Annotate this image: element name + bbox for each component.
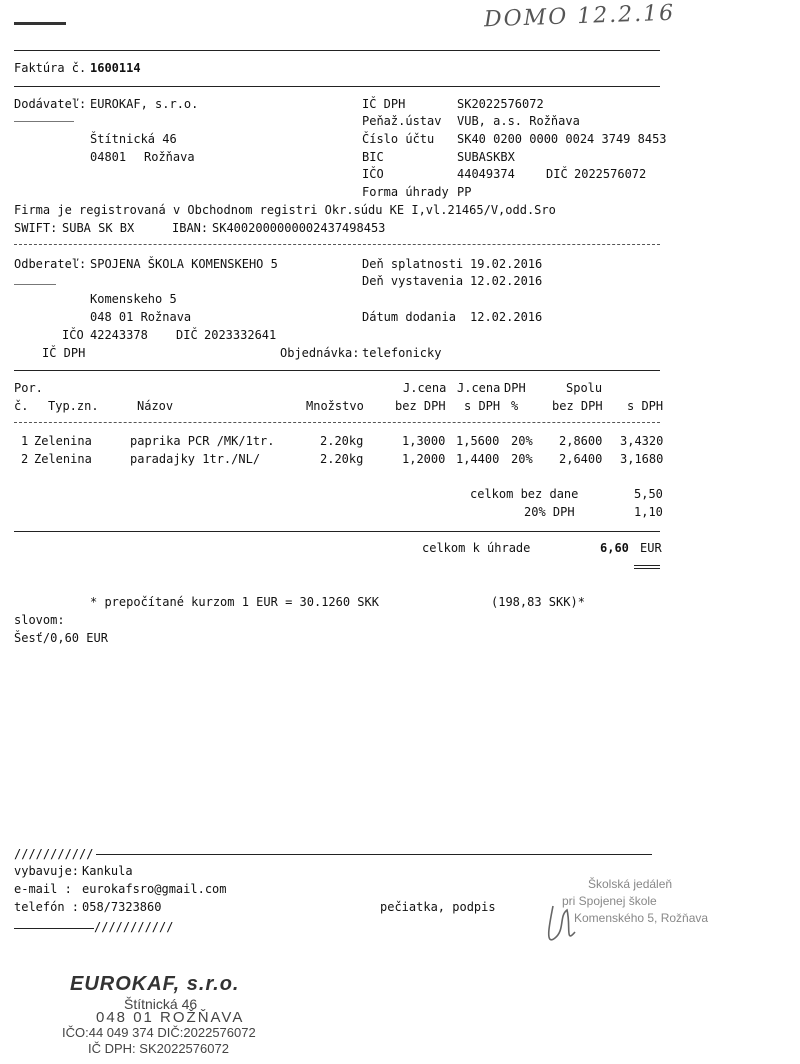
customer-ic-dph-label: IČ DPH bbox=[42, 346, 86, 360]
dic-label: DIČ bbox=[546, 167, 568, 181]
col-por: Por. bbox=[14, 381, 43, 395]
invoice-number: 1600114 bbox=[90, 61, 141, 75]
rule bbox=[96, 854, 652, 855]
row-total-vat: 3,4320 bbox=[620, 434, 664, 448]
col-spolu-bez: bez DPH bbox=[552, 399, 603, 413]
col-nazov: Názov bbox=[137, 399, 174, 413]
issued-by-value: Kankula bbox=[82, 864, 133, 878]
col-dph: DPH bbox=[504, 381, 526, 395]
stamp-company-name: EUROKAF, s.r.o. bbox=[70, 973, 240, 995]
order-label: Objednávka: bbox=[280, 346, 360, 360]
bank-value: VUB, a.s. Rožňava bbox=[457, 114, 580, 128]
customer-name: SPOJENA ŠKOLA KOMENSKEHO 5 bbox=[90, 257, 278, 271]
bank-label: Peňaž.ústav bbox=[362, 114, 442, 128]
supplier-name: EUROKAF, s.r.o. bbox=[90, 97, 199, 111]
col-spolu: Spolu bbox=[566, 381, 603, 395]
words-label: slovom: bbox=[14, 613, 65, 627]
net-total-value: 5,50 bbox=[634, 487, 663, 501]
supplier-street: Štítnická 46 bbox=[90, 132, 177, 146]
net-total-label: celkom bez dane bbox=[470, 487, 579, 501]
row-typ: Zelenina bbox=[34, 452, 92, 466]
issue-date-value: 12.02.2016 bbox=[470, 274, 543, 288]
col-jcena-bez: bez DPH bbox=[395, 399, 446, 413]
row-price: 1,3000 bbox=[402, 434, 446, 448]
customer-ico-value: 42243378 bbox=[90, 328, 148, 342]
rule bbox=[14, 244, 660, 245]
account-label: Číslo účtu bbox=[362, 132, 435, 146]
order-value: telefonicky bbox=[362, 346, 442, 360]
amount-due-value: 6,60 bbox=[600, 541, 629, 555]
phone-label: telefón : bbox=[14, 900, 80, 914]
bic-label: BIC bbox=[362, 150, 384, 164]
words-value: Šesť/0,60 EUR bbox=[14, 631, 108, 645]
col-dph-pct: % bbox=[511, 399, 519, 413]
issue-date-label: Deň vystavenia bbox=[362, 274, 464, 288]
account-value: SK40 0200 0000 0024 3749 8453 bbox=[457, 132, 667, 146]
stamp-city: 048 01 ROŽŇAVA bbox=[96, 1009, 245, 1026]
double-underline bbox=[634, 565, 660, 566]
col-jcena: J.cena bbox=[403, 381, 447, 395]
amount-due-currency: EUR bbox=[640, 541, 662, 555]
row-qty: 2.20kg bbox=[320, 434, 364, 448]
row-total: 2,8600 bbox=[559, 434, 603, 448]
ic-dph-label: IČ DPH bbox=[362, 97, 406, 111]
rule bbox=[14, 121, 74, 122]
customer-street: Komenskeho 5 bbox=[90, 292, 177, 306]
col-por-no: č. bbox=[14, 399, 29, 413]
amount-due-label: celkom k úhrade bbox=[422, 541, 531, 555]
registration-note: Firma je registrovaná v Obchodnom registri Okr.súdu KE I,vl.21465/V,odd.Sro bbox=[14, 203, 556, 217]
payment-value: PP bbox=[457, 185, 472, 199]
iban-label: IBAN: bbox=[172, 221, 209, 235]
supplier-city: Rožňava bbox=[144, 150, 195, 164]
exchange-rate-note: * prepočítané kurzom 1 EUR = 30.1260 SKK bbox=[90, 595, 379, 609]
stamp-street: Štítnická 46 bbox=[124, 996, 198, 1012]
email-label: e-mail : bbox=[14, 882, 72, 896]
scan-mark bbox=[14, 22, 66, 25]
row-price-vat: 1,4400 bbox=[456, 452, 500, 466]
footer-slashes: /////////// bbox=[14, 847, 94, 861]
supplier-label: Dodávateľ: bbox=[14, 97, 87, 111]
footer-slashes-bottom: /////////// bbox=[94, 920, 174, 934]
customer-dic-label: DIČ bbox=[176, 328, 198, 342]
swift-value: SUBA SK BX bbox=[62, 221, 135, 235]
rule bbox=[14, 928, 94, 929]
col-spolu-s: s DPH bbox=[627, 399, 664, 413]
delivery-date-value: 12.02.2016 bbox=[470, 310, 543, 324]
row-qty: 2.20kg bbox=[320, 452, 364, 466]
payment-label: Forma úhrady bbox=[362, 185, 449, 199]
col-typ: Typ.zn. bbox=[48, 399, 99, 413]
handwritten-note: DOMO 12.2.16 bbox=[483, 0, 676, 33]
rule bbox=[14, 531, 660, 532]
ico-label: IČO bbox=[362, 167, 384, 181]
customer-label: Odberateľ: bbox=[14, 257, 87, 271]
supplier-postcode: 04801 bbox=[90, 150, 127, 164]
vat-total-value: 1,10 bbox=[634, 505, 663, 519]
delivery-date-label: Dátum dodania bbox=[362, 310, 456, 324]
rule bbox=[14, 284, 56, 285]
row-total-vat: 3,1680 bbox=[620, 452, 664, 466]
col-jcena-s: J.cena bbox=[457, 381, 501, 395]
ic-dph-value: SK2022576072 bbox=[457, 97, 544, 111]
rule bbox=[14, 370, 660, 371]
rule bbox=[14, 86, 660, 87]
phone-value: 058/7323860 bbox=[82, 900, 162, 914]
col-jcena-s-dph: s DPH bbox=[464, 399, 501, 413]
row-no: 1 bbox=[21, 434, 29, 448]
stamp-icdph: IČ DPH: SK2022576072 bbox=[88, 1041, 229, 1056]
row-price: 1,2000 bbox=[402, 452, 446, 466]
rule bbox=[14, 50, 660, 51]
skk-amount: (198,83 SKK)* bbox=[491, 595, 585, 609]
row-no: 2 bbox=[21, 452, 29, 466]
row-typ: Zelenina bbox=[34, 434, 92, 448]
stamp-line: Komenského 5, Rožňava bbox=[574, 911, 709, 925]
row-vat: 20% bbox=[511, 452, 533, 466]
stamp-line: pri Spojenej škole bbox=[562, 894, 657, 908]
double-underline bbox=[634, 568, 660, 569]
swift-label: SWIFT: bbox=[14, 221, 58, 235]
stamp-ico: IČO:44 049 374 DIČ:2022576072 bbox=[62, 1025, 256, 1040]
vat-total-label: 20% DPH bbox=[524, 505, 575, 519]
dic-value: 2022576072 bbox=[574, 167, 647, 181]
col-mnozstvo: Množstvo bbox=[306, 399, 364, 413]
iban-value: SK4002000000002437498453 bbox=[212, 221, 386, 235]
issued-by-label: vybavuje: bbox=[14, 864, 80, 878]
customer-ico-label: IČO bbox=[62, 328, 84, 342]
row-price-vat: 1,5600 bbox=[456, 434, 500, 448]
customer-city: 048 01 Rožnava bbox=[90, 310, 192, 324]
ico-value: 44049374 bbox=[457, 167, 515, 181]
email-value: eurokafsro@gmail.com bbox=[82, 882, 227, 896]
row-vat: 20% bbox=[511, 434, 533, 448]
row-name: paradajky 1tr./NL/ bbox=[130, 452, 261, 466]
due-date-value: 19.02.2016 bbox=[470, 257, 543, 271]
customer-dic-value: 2023332641 bbox=[204, 328, 277, 342]
invoice-label: Faktúra č. bbox=[14, 61, 87, 75]
stamp-signature-label: pečiatka, podpis bbox=[380, 900, 496, 914]
signature bbox=[535, 886, 595, 956]
due-date-label: Deň splatnosti bbox=[362, 257, 464, 271]
stamp-line: Školská jedáleň bbox=[588, 877, 673, 891]
bic-value: SUBASKBX bbox=[457, 150, 515, 164]
rule bbox=[14, 422, 660, 423]
row-name: paprika PCR /MK/1tr. bbox=[130, 434, 275, 448]
row-total: 2,6400 bbox=[559, 452, 603, 466]
